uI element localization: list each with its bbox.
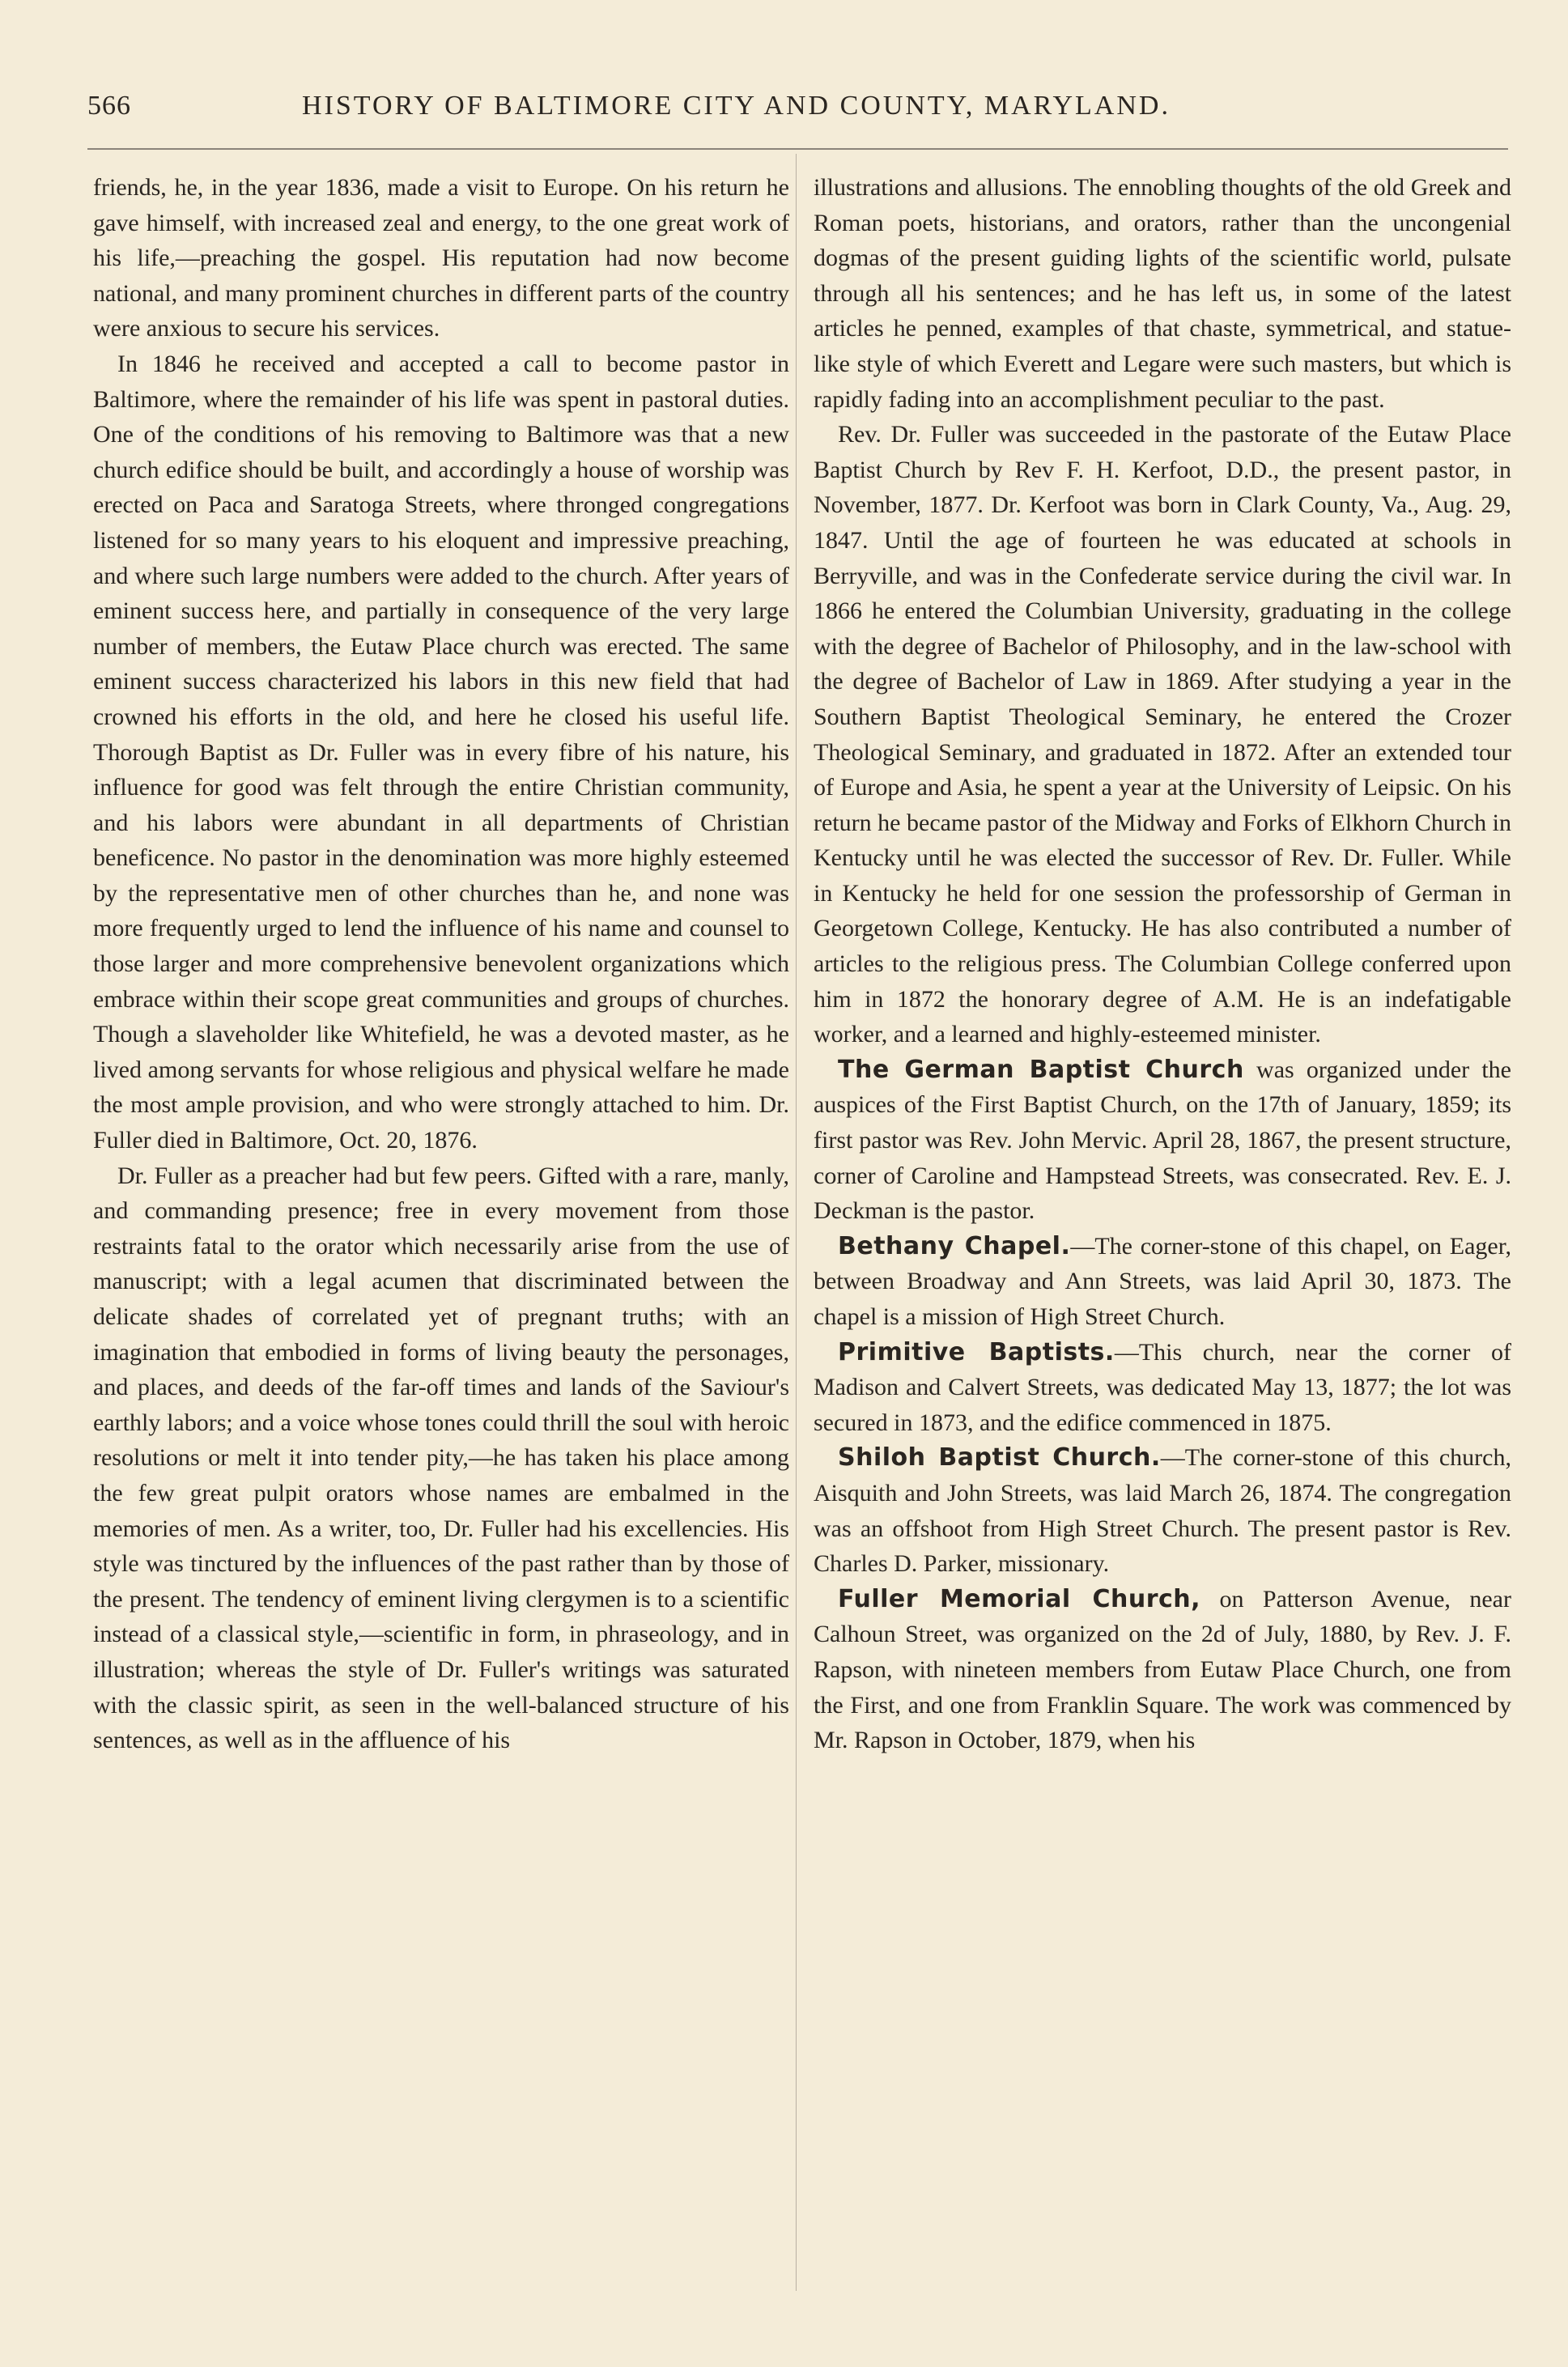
section-german-baptist <box>814 1052 1511 1229</box>
right-column <box>814 170 1511 1758</box>
header-rule <box>87 148 1508 150</box>
left-column <box>93 170 789 1758</box>
section-body: —The corner-stone of this church, Aisquith and John Streets, was laid March 26, 1874. The congregation was an offshoot from High Street Church. The present pastor is Rev. Charles D. Parker, missionary. <box>814 1444 1511 1578</box>
column-divider <box>796 154 797 2291</box>
paragraph: Dr. Fuller as a preacher had but few peers. Gifted with a rare, manly, and commanding presence; free in every movement from those restraints fatal to the orator which necessarily arise from the use of manuscript; with a legal acumen that discriminated between the delicate shades of correlated yet of pregnant truths; with an imagination that embodied in forms of living beauty the personages, and places, and deeds of the far-off times and lands of the Saviour's earthly labors; and a voice whose tones could thrill the soul with heroic resolutions or melt it into tender pity,—he has taken his place among the few great pulpit orators whose names are embalmed in the memories of men. As a writer, too, Dr. Fuller had his excellencies. His style was tinctured by the influences of the past rather than by those of the present. The tendency of eminent living clergymen is to a scientific instead of a classical style,—scientific in form, in phraseology, and in illustration; whereas the style of Dr. Fuller's writings was saturated with the classic spirit, as seen in the well-balanced structure of his sentences, as well as in the affluence of his <box>93 1162 789 1754</box>
paragraph: Rev. Dr. Fuller was succeeded in the pastorate of the Eutaw Place Baptist Church by Rev F. H. Kerfoot, D.D., the present pastor, in November, 1877. Dr. Kerfoot was born in Clark County, Va., Aug. 29, 1847. Until the age of fourteen he was educated at schools in Berryville, and was in the Confederate service during the civil war. In 1866 he entered the Columbian University, graduating in the college with the degree of Bachelor of Philosophy, and in the law-school with the degree of Bachelor of Law in 1869. After studying a year in the Southern Baptist Theological Seminary, he entered the Crozer Theological Seminary, and graduated in 1872. After an extended tour of Europe and Asia, he spent a year at the University of Leipsic. On his return he became pastor of the Midway and Forks of Elkhorn Church in Kentucky until he was elected the successor of Rev. Dr. Fuller. While in Kentucky he held for one session the professorship of German in Georgetown College, Kentucky. He has also contributed a number of articles to the religious press. The Columbian College conferred upon him in 1872 the honorary degree of A.M. He is an indefatigable worker, and a learned and highly-esteemed minister. <box>814 421 1511 1048</box>
paragraph: friends, he, in the year 1836, made a visit to Europe. On his return he gave himself, with increased zeal and energy, to the one great work of his life,—preaching the gospel. His reputation had now become national, and many prominent churches in different parts of the country were anxious to secure his services. <box>93 174 789 342</box>
running-title: HISTORY OF BALTIMORE CITY AND COUNTY, MARYLAND. <box>302 91 1171 121</box>
paragraph: In 1846 he received and accepted a call to become pastor in Baltimore, where the remainder of his life was spent in pastoral duties. One of the conditions of his removing to Baltimore was that a new church edifice should be built, and accordingly a house of worship was erected on Paca and Saratoga Streets, where thronged congregations listened for so many years to his eloquent and impressive preaching, and where such large numbers were added to the church. After years of eminent success here, and partially in consequence of the very large number of members, the Eutaw Place church was erected. The same eminent success characterized his labors in this new field that had crowned his efforts in the old, and here he closed his useful life. Thorough Baptist as Dr. Fuller was in every fibre of his nature, his influence for good was felt through the entire Christian community, and his labors were abundant in all departments of Christian beneficence. No pastor in the denomination was more highly esteemed by the representative men of other churches than he, and none was more frequently urged to lend the influence of his name and counsel to those larger and more comprehensive benevolent organizations which embrace within their scope great communities and groups of churches. Though a slaveholder like Whitefield, he was a devoted master, as he lived among servants for whose religious and physical welfare he made the most ample provision, and who were strongly attached to him. Dr. Fuller died in Baltimore, Oct. 20, 1876. <box>93 350 789 1154</box>
section-heading: Shiloh Baptist Church. <box>838 1443 1161 1472</box>
section-shiloh-baptist <box>814 1440 1511 1581</box>
section-body: —The corner-stone of this chapel, on Eager, between Broadway and Ann Streets, was laid April 30, 1873. The chapel is a mission of High Street Church. <box>814 1232 1511 1330</box>
section-heading: Primitive Baptists. <box>838 1337 1115 1366</box>
section-body: on Patterson Avenue, near Calhoun Street, was organized on the 2d of July, 1880, by Rev. J. F. Rapson, with nineteen members from Eutaw Place Church, one from the First, and one from Franklin Square. The work was commenced by Mr. Rapson in October, 1879, when his <box>814 1585 1511 1754</box>
section-primitive-baptists <box>814 1335 1511 1441</box>
section-fuller-memorial <box>814 1582 1511 1758</box>
section-heading: Bethany Chapel. <box>838 1231 1071 1260</box>
paragraph: illustrations and allusions. The ennobling thoughts of the old Greek and Roman poets, historians, and orators, rather than the uncongenial dogmas of the present guiding lights of the scientific world, pulsate through all his sentences; and he has left us, in some of the latest articles he penned, examples of that chaste, symmetrical, and statue-like style of which Everett and Legare were such masters, but which is rapidly fading into an accomplishment peculiar to the past. <box>814 174 1511 413</box>
section-heading: Fuller Memorial Church, <box>838 1584 1201 1613</box>
page-number: 566 <box>87 91 131 121</box>
section-body: —This church, near the corner of Madison and Calvert Streets, was dedicated May 13, 1877; the lot was secured in 1873, and the edifice commenced in 1875. <box>814 1338 1511 1436</box>
section-bethany-chapel <box>814 1229 1511 1335</box>
section-body: was organized under the auspices of the First Baptist Church, on the 17th of January, 1859; its first pastor was Rev. John Mervic. April 28, 1867, the present structure, corner of Caroline and Hampstead Streets, was consecrated. Rev. E. J. Deckman is the pastor. <box>814 1056 1511 1225</box>
section-heading: The German Baptist Church <box>838 1055 1244 1084</box>
page-header <box>87 91 1511 131</box>
